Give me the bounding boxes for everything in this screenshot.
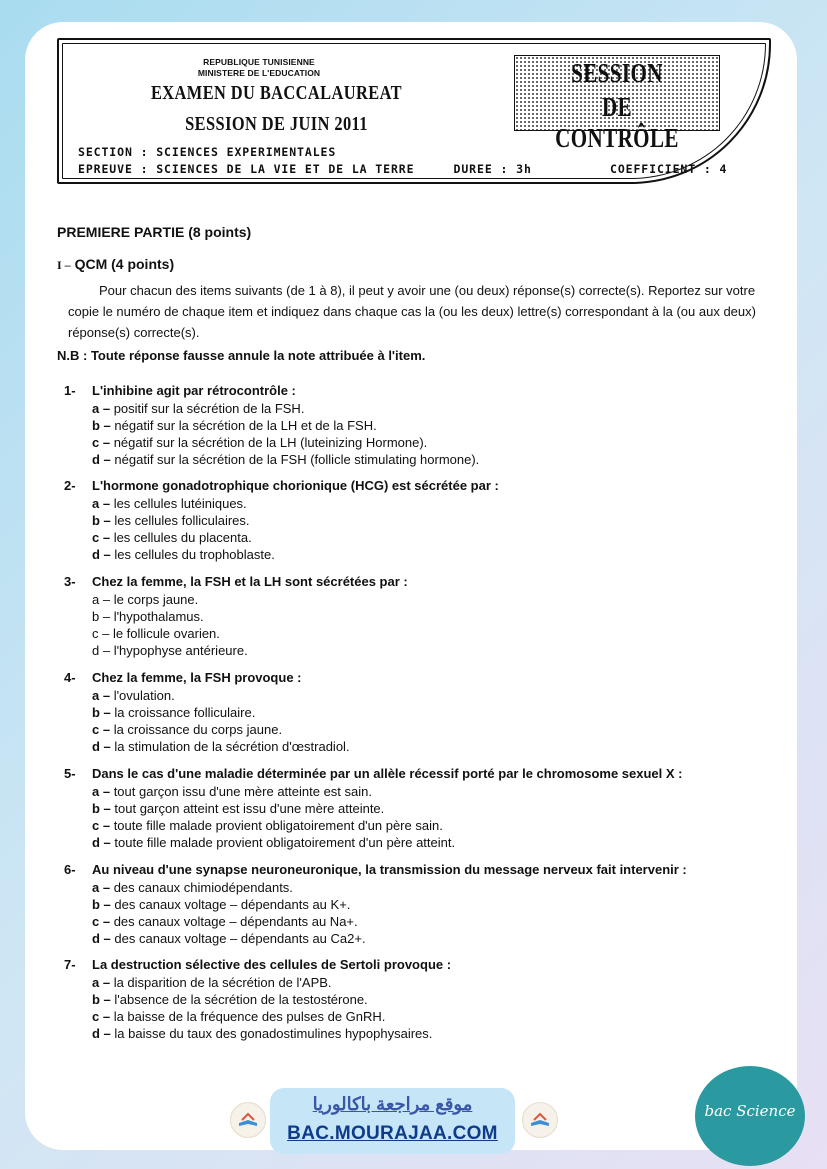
answer-option [92,880,293,895]
answer-option [92,722,282,737]
answer-option [92,897,350,912]
answer-option [92,975,332,990]
answer-option [92,784,372,799]
option-letter: c – [92,530,111,545]
answer-option [92,1009,385,1024]
option-text: positif sur la sécrétion de la FSH. [110,401,305,416]
option-text: le follicule ovarien. [109,626,220,641]
option-text: les cellules du placenta. [110,530,252,545]
nb-note: N.B : Toute réponse fausse annule la note attribuée à l'item. [57,348,426,363]
answer-option [92,739,350,754]
option-text: négatif sur la sécrétion de la FSH (follicle stimulating hormone). [110,452,480,467]
question-number: 1- [64,383,76,398]
option-letter: c – [92,722,111,737]
answer-option [92,705,255,720]
option-letter: d – [92,452,111,467]
bac-science-badge [695,1066,805,1166]
footer-banner [270,1088,515,1154]
option-text: négatif sur la sécrétion de la LH et de la FSH. [110,418,377,433]
option-text: tout garçon issu d'une mère atteinte est sain. [110,784,372,799]
option-text: des canaux voltage – dépendants au Na+. [110,914,358,929]
answer-option [92,452,479,467]
question-text: Au niveau d'une synapse neuroneuronique, la transmission du message nerveux fait intervenir : [92,862,687,877]
answer-option [92,818,443,833]
option-letter: d – [92,835,111,850]
option-letter: a – [92,496,111,511]
option-text: l'hypophyse antérieure. [110,643,248,658]
session-controle-box [514,55,720,153]
answer-option [92,931,366,946]
option-letter: d – [92,643,111,658]
book-logo-icon-right [522,1102,558,1138]
question-text: La destruction sélective des cellules de Sertoli provoque : [92,957,452,972]
option-letter: a – [92,784,111,799]
option-letter: b – [92,992,111,1007]
footer-arabic-text[interactable]: موقع مراجعة باكالوريا [312,1094,473,1114]
session-box-line2: DE CONTRÔLE [555,92,679,153]
option-text: tout garçon atteint est issu d'une mère atteinte. [110,801,385,816]
question-number: 2- [64,478,76,493]
answer-option [92,801,384,816]
question-number: 4- [64,670,76,685]
book-logo-icon-left [230,1102,266,1138]
question-number: 5- [64,766,76,781]
option-letter: c – [92,626,110,641]
answer-option [92,609,204,624]
qcm-title: QCM (4 points) [74,256,175,272]
option-letter: b – [92,801,111,816]
question-number: 7- [64,957,76,972]
option-text: le corps jaune. [110,592,199,607]
option-text: la disparition de la sécrétion de l'APB. [110,975,332,990]
bac-science-badge-text: bac Science [704,1102,796,1120]
instructions-paragraph: Pour chacun des items suivants (de 1 à 8), il peut y avoir une (ou deux) réponse(s) correcte(s). Reportez sur votre copie le numéro de chaque item et indiquez dans chaque cas la (ou les deux) lettre(s) correspondant à la (ou aux deux) réponse(s) correcte(s). [68,283,756,340]
answer-option [92,626,220,641]
option-letter: d – [92,931,111,946]
option-text: les cellules lutéiniques. [110,496,247,511]
answer-option [92,530,252,545]
option-text: la croissance du corps jaune. [110,722,283,737]
option-letter: a – [92,880,111,895]
option-text: des canaux voltage – dépendants au Ca2+. [110,931,366,946]
option-letter: a – [92,688,111,703]
option-text: la baisse de la fréquence des pulses de GnRH. [110,1009,386,1024]
option-text: l'hypothalamus. [110,609,204,624]
exam-title: EXAMEN DU BACCALAUREAT [150,82,403,104]
option-letter: d – [92,547,111,562]
ministere-label: MINISTERE DE L'EDUCATION [197,68,321,78]
option-letter: b – [92,897,111,912]
option-letter: a – [92,592,111,607]
question-text: Dans le cas d'une maladie déterminée par un allèle récessif porté par le chromosome sexuel X : [92,766,683,781]
answer-option [92,547,275,562]
qcm-heading [57,256,174,273]
answer-option [92,1026,432,1041]
answer-option [92,643,248,658]
option-letter: b – [92,418,111,433]
option-text: la baisse du taux des gonadostimulines hypophysaires. [110,1026,433,1041]
answer-option [92,513,250,528]
option-letter: d – [92,739,111,754]
answer-option [92,418,377,433]
option-letter: b – [92,609,111,624]
option-letter: c – [92,1009,111,1024]
answer-option [92,592,198,607]
option-letter: a – [92,401,111,416]
answer-option [92,992,368,1007]
question-text: Chez la femme, la FSH provoque : [92,670,302,685]
answer-option [92,401,304,416]
question-text: L'inhibine agit par rétrocontrôle : [92,383,296,398]
question-number: 6- [64,862,76,877]
option-text: toute fille malade provient obligatoirement d'un père atteint. [110,835,456,850]
option-letter: a – [92,975,111,990]
option-text: la croissance folliculaire. [110,705,256,720]
answer-option [92,688,175,703]
option-text: les cellules du trophoblaste. [110,547,275,562]
option-text: toute fille malade provient obligatoirement d'un père sain. [110,818,443,833]
option-letter: b – [92,705,111,720]
option-text: l'absence de la sécrétion de la testostérone. [110,992,368,1007]
section-line: SECTION : SCIENCES EXPERIMENTALES [78,145,337,159]
qcm-prefix: I – [57,258,71,272]
part-title: PREMIERE PARTIE (8 points) [57,224,252,240]
session-box-line1: SESSION [571,58,663,88]
option-text: des canaux chimiodépendants. [110,880,293,895]
answer-option [92,914,358,929]
republique-label: REPUBLIQUE TUNISIENNE [203,57,315,67]
option-letter: c – [92,914,111,929]
option-text: la stimulation de la sécrétion d'œstradiol. [110,739,350,754]
option-letter: c – [92,435,111,450]
option-text: des canaux voltage – dépendants au K+. [110,897,351,912]
option-text: négatif sur la sécrétion de la LH (luteinizing Hormone). [110,435,428,450]
answer-option [92,496,247,511]
exam-header [57,38,771,184]
answer-option [92,435,427,450]
question-number: 3- [64,574,76,589]
epreuve-line: EPREUVE : SCIENCES DE LA VIE ET DE LA TERRE DUREE : 3h COEFFICIENT : 4 [78,162,728,176]
footer-url-link[interactable]: BAC.MOURAJAA.COM [287,1123,498,1144]
question-text: Chez la femme, la FSH et la LH sont sécrétées par : [92,574,408,589]
option-text: l'ovulation. [110,688,175,703]
option-text: les cellules folliculaires. [110,513,250,528]
session-title: SESSION DE JUIN 2011 [185,113,368,135]
option-letter: d – [92,1026,111,1041]
option-letter: b – [92,513,111,528]
answer-option [92,835,455,850]
option-letter: c – [92,818,111,833]
question-text: L'hormone gonadotrophique chorionique (HCG) est sécrétée par : [92,478,499,493]
